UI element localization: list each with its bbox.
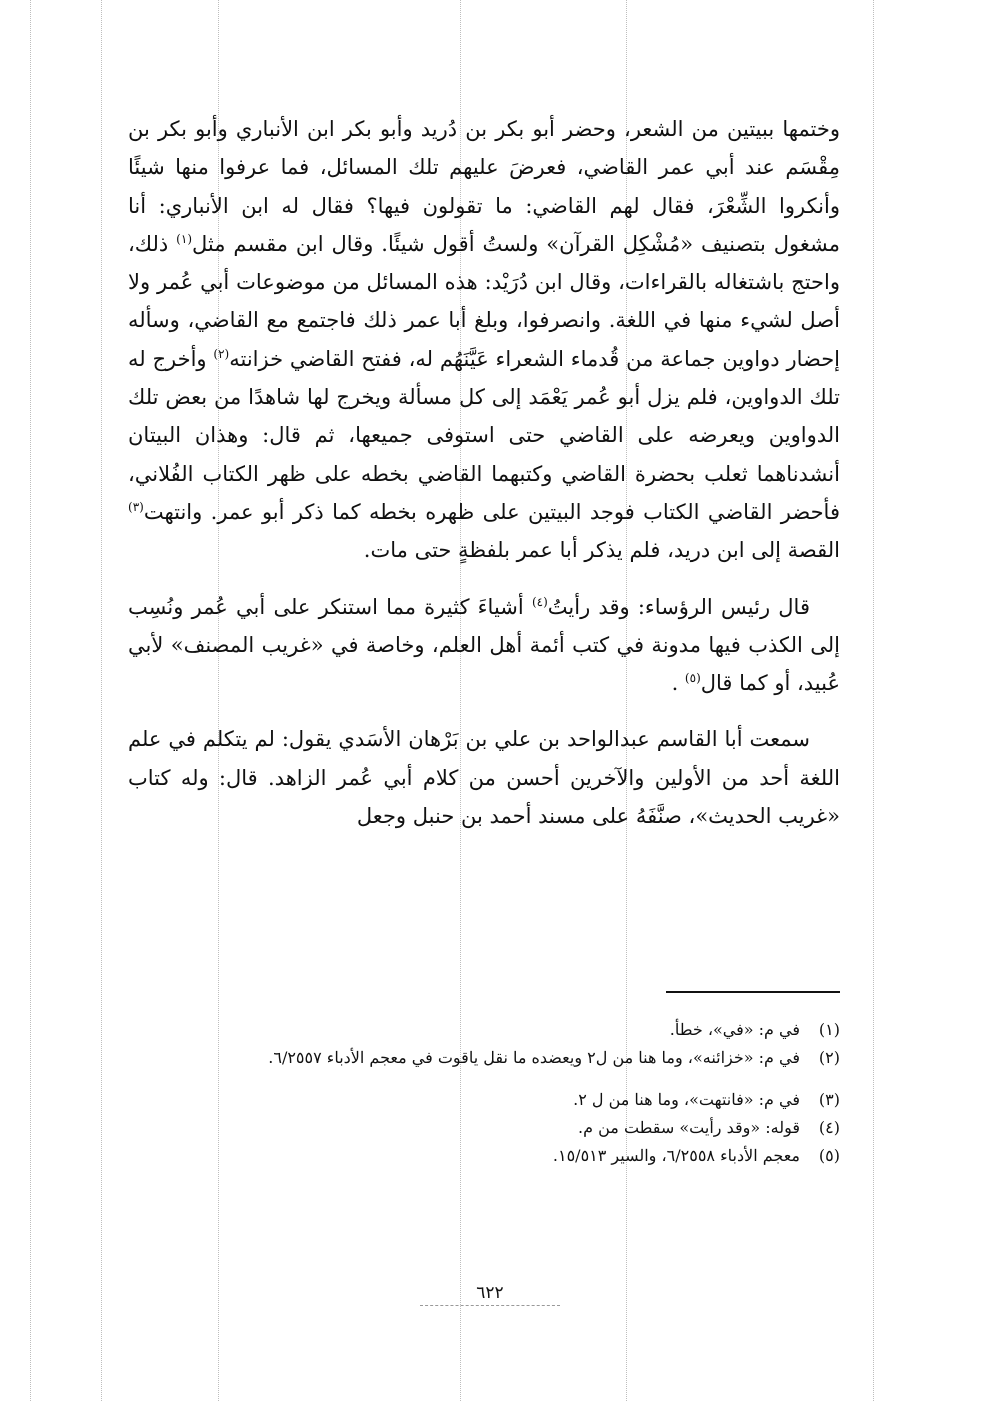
footnote-text: في م: «فانتهت»، وما هنا من ل ٢.	[573, 1090, 800, 1109]
page-number: ٦٢٢	[420, 1283, 560, 1306]
paragraph-text: ذلك، واحتج باشتغاله بالقراءات، وقال ابن دُرَيْد: هذه المسائل من موضوعات أبي عُمر ولا أصل لشيء منها في اللغة. وانصرفوا، وبلغ أبا عمر ذلك فاجتمع مع القاضي، وسأله إحضار دواوين جماعة من قُدماء الشعراء عَيَّنَهُم له، ففتح القاضي خزانته	[128, 231, 841, 371]
footnote-separator	[666, 991, 840, 993]
paragraph-3	[128, 720, 840, 835]
footnote-item	[130, 1114, 840, 1142]
footnote-ref: (٣)	[128, 499, 144, 514]
paragraph-text: وأخرج له تلك الدواوين، فلم يزل أبو عُمر يَعْمَد إلى كل مسألة ويخرج لها شاهدًا من بعض تلك الدواوين ويعرضه على القاضي حتى استوفى جميعها، ثم قال: وهذان البيتان أنشدناهما ثعلب بحضرة القاضي وكتبهما القاضي بخطه على ظهر الكتاب الفُلاني، فأحضر القاضي الكتاب فوجد البيتين على ظهره بخطه كما ذكر أبو عمر. وانتهت	[128, 346, 840, 524]
footnote-ref: (٥)	[684, 671, 701, 686]
paragraph-1	[128, 110, 840, 570]
footnote-number: (١)	[818, 1020, 840, 1039]
footnote-text: معجم الأدباء ٦/٢٥٥٨، والسير ١٥/٥١٣.	[552, 1146, 800, 1165]
footnote-ref: (١)	[176, 231, 192, 246]
footnote-item	[130, 1044, 840, 1072]
footnote-text: في م: «خزائنه»، وما هنا من ل٢ ويعضده ما نقل ياقوت في معجم الأدباء ٦/٢٥٥٧.	[268, 1048, 800, 1067]
paragraph-text: القصة إلى ابن دريد، فلم يذكر أبا عمر بلفظةٍ حتى مات.	[363, 538, 840, 563]
footnote-item	[130, 1016, 840, 1044]
footnotes	[130, 1016, 840, 1170]
paragraph-2	[128, 588, 840, 703]
paragraph-text: أشياءَ كثيرة مما استنكر على أبي عُمر ونُسِب إلى الكذب فيها مدونة في كتب أئمة أهل العلم، وخاصة في «غريب المصنف» لأبي عُبيد، أو كما قال	[128, 594, 840, 696]
footnote-item	[130, 1086, 840, 1114]
footnote-text: في م: «في»، خطأ.	[669, 1020, 800, 1039]
footnote-item	[130, 1142, 840, 1170]
footnote-number: (٥)	[818, 1146, 840, 1165]
footnote-ref: (٤)	[531, 594, 548, 609]
footnote-number: (٣)	[818, 1090, 840, 1109]
footnote-number: (٤)	[818, 1118, 840, 1137]
paragraph-text: وختمها ببيتين من الشعر، وحضر أبو بكر بن دُريد وأبو بكر ابن الأنباري وأبو بكر بن مِقْسَم عند أبي عمر القاضي، فعرضَ عليهم تلك المسائل، فما عرفوا منها شيئًا وأنكروا الشِّعْرَ، فقال لهم القاضي: ما تقولون فيها؟ فقال له ابن الأنباري: أنا مشغول بتصنيف «مُشْكِل القرآن» ولستُ أقول شيئًا. وقال ابن مقسم مثل	[128, 117, 841, 256]
footnote-ref: (٢)	[213, 346, 230, 361]
footnote-number: (٢)	[818, 1048, 840, 1067]
paragraph-text: قال رئيس الرؤساء: وقد رأيتُ	[547, 594, 810, 619]
paragraph-text: سمعت أبا القاسم عبدالواحد بن علي بن بَرْهان الأسَدي يقول: لم يتكلم في علم اللغة أحد من الأولين والآخرين أحسن من كلام أبي عُمر الزاهد. قال: وله كتاب «غريب الحديث»، صنَّفَهُ على مسند أحمد بن حنبل وجعل	[128, 727, 840, 829]
scan-artifact-line	[101, 0, 102, 1401]
scan-artifact-line	[30, 0, 31, 1401]
main-text	[128, 110, 840, 835]
footnote-text: قوله: «وقد رأيت» سقطت من م.	[578, 1118, 800, 1137]
scan-artifact-line	[873, 0, 874, 1401]
paragraph-text: .	[671, 671, 685, 696]
